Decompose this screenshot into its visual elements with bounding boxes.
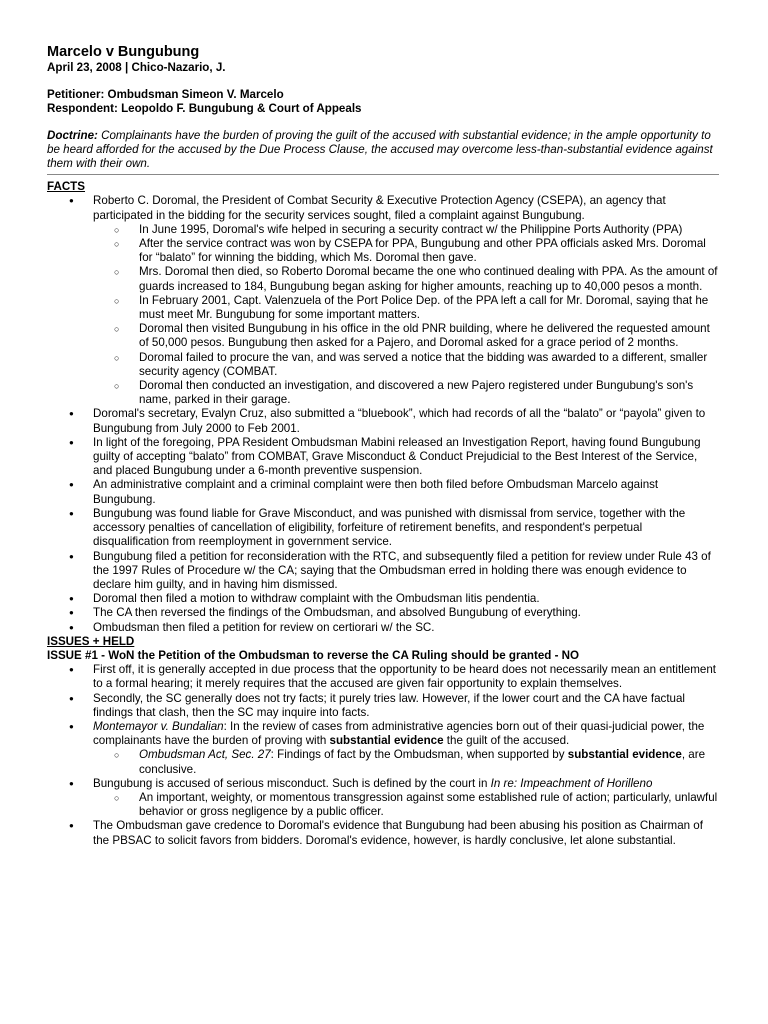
fact-sublist [93,223,719,408]
fact-text: Roberto C. Doromal, the President of Combat Security & Executive Protection Agency (CSEPA), an agency that participated in the bidding for the security services sought, filed a complaint against Bungubung. [93,194,666,222]
held-subitem: ○ An important, weighty, or momentous transgression against some established rule of action; particularly, unlawful behavior or gross negligence by a public officer. [93,791,719,819]
held-item: ● The Ombudsman gave credence to Doromal's evidence that Bungubung had been abusing his position as Chairman of the PBSAC to solicit favors from bidders. Doromal's evidence, however, is hardly conclusive, let alone substantial. [47,819,719,847]
held-list [47,663,719,848]
case-citation: Montemayor v. Bundalian [93,719,224,733]
divider [47,174,719,175]
held-text: , are conclusive. [139,748,706,776]
fact-subitem: ○ In February 2001, Capt. Valenzuela of the Port Police Dep. of the PPA left a call for Mr. Doromal, saying that he must meet Mr. Bungubung for some important matters. [93,294,719,322]
held-text: Bungubung is accused of serious misconduct. Such is defined by the court in [93,776,491,790]
held-item [47,777,719,820]
fact-item: ● Bungubung was found liable for Grave Misconduct, and was punished with dismissal from service, together with the accessory penalties of cancellation of eligibility, forfeiture of retirement benefits, and respondent's perpetual disqualification from reemployment in government service. [47,507,719,550]
fact-subitem: ○ Doromal then conducted an investigation, and discovered a new Pajero registered under Bungubung's son's name, parked in their garage. [93,379,719,407]
fact-item: ● Doromal then filed a motion to withdraw complaint with the Ombudsman litis pendentia. [47,592,719,606]
document-body [47,44,719,848]
held-sublist [93,748,719,776]
statute-citation: Ombudsman Act, Sec. 27 [139,748,271,762]
respondent: Respondent: Leopoldo F. Bungubung & Court of Appeals [47,102,362,116]
doctrine-label: Doctrine: [47,128,98,142]
held-subitem [93,748,719,776]
doctrine [47,129,719,172]
emphasis: substantial evidence [567,748,682,762]
facts-list [47,194,719,634]
held-item: ● First off, it is generally accepted in due process that the opportunity to be heard does not necessarily mean an entitlement to a formal hearing; it merely requires that the accused are given fair opportunity to explain themselves. [47,663,719,691]
held-text: : Findings of fact by the Ombudsman, when supported by [270,748,568,762]
issue-1: ISSUE #1 - WoN the Petition of the Ombudsman to reverse the CA Ruling should be granted - NO [47,648,580,662]
petitioner: Petitioner: Ombudsman Simeon V. Marcelo [47,88,284,102]
case-date-ponente: April 23, 2008 | Chico-Nazario, J. [47,61,226,74]
held-text: : In the review of cases from administrative agencies born out of their quasi-judicial power, the complainants have the burden of proving with [93,719,705,748]
held-item [47,720,719,777]
held-sublist [93,791,719,819]
parties [47,88,719,116]
fact-subitem: ○ Mrs. Doromal then died, so Roberto Doromal became the one who continued dealing with PPA. As the amount of guards increased to 184, Bungubung began asking for higher amounts, reaching up to 40,000 pesos a month. [93,265,719,293]
fact-item: ● The CA then reversed the findings of the Ombudsman, and absolved Bungubung of everything. [47,606,719,620]
held-text: the guilt of the accused. [443,734,570,748]
case-title: Marcelo v Bungubung [47,44,200,60]
case-citation: In re: Impeachment of Horilleno [490,776,653,790]
fact-subitem: ○ In June 1995, Doromal's wife helped in securing a security contract w/ the Philippine Ports Authority (PPA) [93,223,719,237]
fact-item: ● Ombudsman then filed a petition for review on certiorari w/ the SC. [47,621,719,635]
fact-subitem: ○ Doromal then visited Bungubung in his office in the old PNR building, where he delivered the requested amount of 50,000 pesos. Bungubung then asked for a Pajero, and Doromal asked for a grace period of 2 months. [93,322,719,350]
doctrine-text: Complainants have the burden of proving the guilt of the accused with substantial evidence; in the ample opportunity to be heard afforded for the accused by the Due Process Clause, the accused may overcome less-than-substantial evidence against them with their own. [47,128,713,171]
issues-heading: ISSUES + HELD [47,634,135,648]
fact-item [47,194,719,407]
fact-subitem: ○ After the service contract was won by CSEPA for PPA, Bungubung and other PPA officials asked Mrs. Doromal for “balato” for winning the bidding, which Ms. Doromal then gave. [93,237,719,265]
facts-heading: FACTS [47,180,86,194]
emphasis: substantial evidence [329,734,444,748]
fact-item: ● Bungubung filed a petition for reconsideration with the RTC, and subsequently filed a petition for review under Rule 43 of the 1997 Rules of Procedure w/ the CA; saying that the Ombudsman erred in holding there was enough evidence to declare him guilty, and in having him dismissed. [47,550,719,593]
fact-item: ● In light of the foregoing, PPA Resident Ombudsman Mabini released an Investigation Report, having found Bungubung guilty of accepting “balato” from COMBAT, Grave Misconduct & Conduct Prejudicial to the Best Interest of the Service, and placed Bungubung under a 6-month preventive suspension. [47,436,719,479]
fact-item: ● An administrative complaint and a criminal complaint were then both filed before Ombudsman Marcelo against Bungubung. [47,478,719,506]
fact-subitem: ○ Doromal failed to procure the van, and was served a notice that the bidding was awarded to a different, smaller security agency (COMBAT. [93,351,719,379]
held-item: ● Secondly, the SC generally does not try facts; it purely tries law. However, if the lower court and the CA have factual findings that clash, then the SC may inquire into facts. [47,692,719,720]
fact-item: ● Doromal's secretary, Evalyn Cruz, also submitted a “bluebook”, which had records of all the “balato” or “payola” given to Bungubung from July 2000 to Feb 2001. [47,407,719,435]
